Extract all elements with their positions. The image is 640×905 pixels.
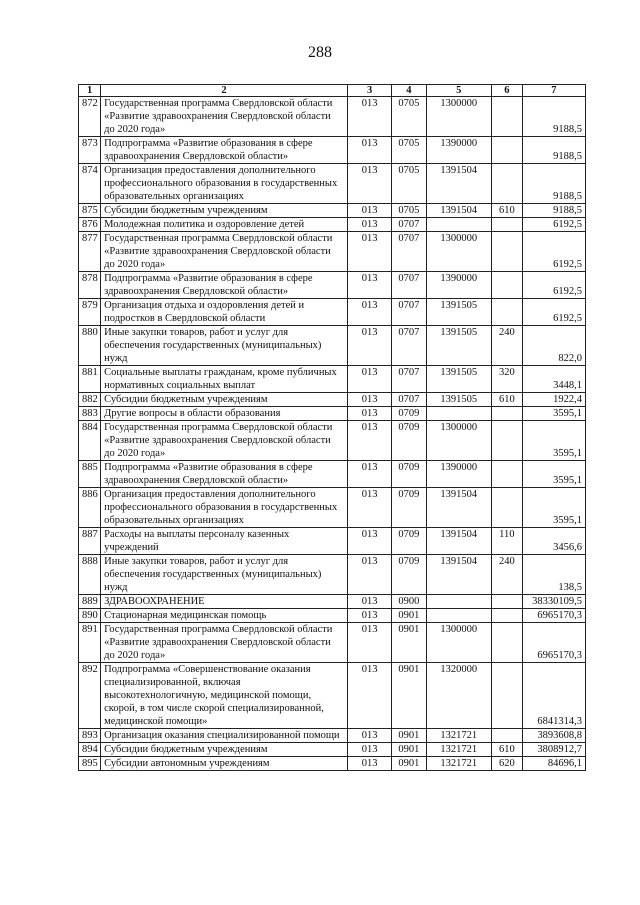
- row-item: 1320000: [426, 663, 491, 729]
- row-number: 882: [79, 393, 101, 407]
- row-item: 1390000: [426, 137, 491, 164]
- row-amount: 822,0: [522, 326, 585, 366]
- row-code: 013: [347, 232, 391, 272]
- row-section: 0707: [392, 366, 426, 393]
- row-type: [491, 488, 522, 528]
- row-type: 240: [491, 326, 522, 366]
- table-header: [79, 85, 586, 97]
- row-number: 879: [79, 299, 101, 326]
- row-type: 110: [491, 528, 522, 555]
- row-code: 013: [347, 97, 391, 137]
- row-name: Организация оказания специализированной помощи: [101, 729, 348, 743]
- table-row: [79, 595, 586, 609]
- row-amount: 3595,1: [522, 461, 585, 488]
- row-section: 0707: [392, 232, 426, 272]
- row-type: [491, 461, 522, 488]
- row-number: 883: [79, 407, 101, 421]
- row-name: Организация отдыха и оздоровления детей и подростков в Свердловской области: [101, 299, 348, 326]
- row-section: 0900: [392, 595, 426, 609]
- row-section: 0901: [392, 743, 426, 757]
- row-type: [491, 663, 522, 729]
- table-row: [79, 488, 586, 528]
- row-number: 885: [79, 461, 101, 488]
- row-code: 013: [347, 164, 391, 204]
- row-code: 013: [347, 609, 391, 623]
- row-item: 1391504: [426, 528, 491, 555]
- row-name: Субсидии бюджетным учреждениям: [101, 743, 348, 757]
- table-row: [79, 326, 586, 366]
- row-item: 1391504: [426, 204, 491, 218]
- row-amount: 3595,1: [522, 407, 585, 421]
- row-number: 872: [79, 97, 101, 137]
- row-type: [491, 97, 522, 137]
- row-code: 013: [347, 595, 391, 609]
- column-header: 1: [79, 85, 101, 97]
- row-section: 0705: [392, 164, 426, 204]
- row-name: Иные закупки товаров, работ и услуг для обеспечения государственных (муниципальных) нужд: [101, 326, 348, 366]
- table-row: [79, 218, 586, 232]
- row-type: [491, 407, 522, 421]
- row-amount: 6192,5: [522, 232, 585, 272]
- row-section: 0707: [392, 272, 426, 299]
- row-number: 873: [79, 137, 101, 164]
- row-type: [491, 232, 522, 272]
- row-amount: 6965170,3: [522, 609, 585, 623]
- row-name: Стационарная медицинская помощь: [101, 609, 348, 623]
- row-number: 888: [79, 555, 101, 595]
- row-number: 892: [79, 663, 101, 729]
- row-item: 1300000: [426, 232, 491, 272]
- row-section: 0705: [392, 97, 426, 137]
- row-name: Другие вопросы в области образования: [101, 407, 348, 421]
- row-name: Социальные выплаты гражданам, кроме публичных нормативных социальных выплат: [101, 366, 348, 393]
- row-section: 0707: [392, 218, 426, 232]
- row-item: 1391505: [426, 366, 491, 393]
- row-code: 013: [347, 393, 391, 407]
- row-code: 013: [347, 137, 391, 164]
- row-name: Подпрограмма «Совершенствование оказания специализированной, включая высокотехнологичную, медицинской помощи, скорой, в том числе скорой специализированной, медицинской помощи»: [101, 663, 348, 729]
- row-code: 013: [347, 623, 391, 663]
- row-number: 889: [79, 595, 101, 609]
- row-section: 0705: [392, 137, 426, 164]
- row-item: 1391505: [426, 299, 491, 326]
- row-type: [491, 623, 522, 663]
- table-row: [79, 232, 586, 272]
- row-section: 0901: [392, 623, 426, 663]
- row-item: 1321721: [426, 757, 491, 771]
- row-amount: 6192,5: [522, 299, 585, 326]
- row-name: ЗДРАВООХРАНЕНИЕ: [101, 595, 348, 609]
- row-section: 0707: [392, 299, 426, 326]
- row-number: 881: [79, 366, 101, 393]
- table-row: [79, 623, 586, 663]
- row-type: 240: [491, 555, 522, 595]
- row-code: 013: [347, 757, 391, 771]
- row-code: 013: [347, 407, 391, 421]
- row-name: Организация предоставления дополнительного профессионального образования в государственных образовательных организациях: [101, 164, 348, 204]
- row-type: [491, 299, 522, 326]
- header-row: [79, 85, 586, 97]
- row-amount: 138,5: [522, 555, 585, 595]
- column-header: 6: [491, 85, 522, 97]
- row-number: 893: [79, 729, 101, 743]
- row-section: 0901: [392, 663, 426, 729]
- table-row: [79, 528, 586, 555]
- row-code: 013: [347, 421, 391, 461]
- row-section: 0709: [392, 488, 426, 528]
- column-header: 5: [426, 85, 491, 97]
- row-number: 886: [79, 488, 101, 528]
- row-section: 0901: [392, 757, 426, 771]
- row-number: 874: [79, 164, 101, 204]
- column-header: 3: [347, 85, 391, 97]
- row-section: 0709: [392, 555, 426, 595]
- row-amount: 6192,5: [522, 218, 585, 232]
- table-row: [79, 366, 586, 393]
- row-code: 013: [347, 555, 391, 595]
- row-section: 0709: [392, 461, 426, 488]
- budget-table: [78, 84, 586, 771]
- row-section: 0901: [392, 609, 426, 623]
- row-amount: 1922,4: [522, 393, 585, 407]
- row-name: Субсидии бюджетным учреждениям: [101, 204, 348, 218]
- row-code: 013: [347, 272, 391, 299]
- table-row: [79, 461, 586, 488]
- row-item: 1391504: [426, 555, 491, 595]
- row-name: Расходы на выплаты персоналу казенных учреждений: [101, 528, 348, 555]
- row-code: 013: [347, 528, 391, 555]
- row-name: Организация предоставления дополнительного профессионального образования в государственных образовательных организациях: [101, 488, 348, 528]
- row-name: Субсидии автономным учреждениям: [101, 757, 348, 771]
- row-amount: 3893608,8: [522, 729, 585, 743]
- row-section: 0705: [392, 204, 426, 218]
- table-row: [79, 393, 586, 407]
- row-amount: 9188,5: [522, 204, 585, 218]
- row-item: 1391504: [426, 488, 491, 528]
- row-code: 013: [347, 729, 391, 743]
- row-number: 891: [79, 623, 101, 663]
- row-code: 013: [347, 461, 391, 488]
- table-row: [79, 757, 586, 771]
- row-item: [426, 609, 491, 623]
- row-amount: 38330109,5: [522, 595, 585, 609]
- column-header: 2: [101, 85, 348, 97]
- table-row: [79, 421, 586, 461]
- row-code: 013: [347, 218, 391, 232]
- row-section: 0709: [392, 528, 426, 555]
- row-code: 013: [347, 326, 391, 366]
- row-code: 013: [347, 663, 391, 729]
- row-item: 1391505: [426, 326, 491, 366]
- row-number: 890: [79, 609, 101, 623]
- row-name: Подпрограмма «Развитие образования в сфере здравоохранения Свердловской области»: [101, 272, 348, 299]
- row-name: Иные закупки товаров, работ и услуг для обеспечения государственных (муниципальных) нужд: [101, 555, 348, 595]
- row-item: 1321721: [426, 743, 491, 757]
- row-amount: 6841314,3: [522, 663, 585, 729]
- row-section: 0901: [392, 729, 426, 743]
- row-item: 1321721: [426, 729, 491, 743]
- table-row: [79, 137, 586, 164]
- row-amount: 3595,1: [522, 488, 585, 528]
- table-row: [79, 204, 586, 218]
- row-amount: 3595,1: [522, 421, 585, 461]
- row-amount: 84696,1: [522, 757, 585, 771]
- row-code: 013: [347, 299, 391, 326]
- table-row: [79, 609, 586, 623]
- row-number: 884: [79, 421, 101, 461]
- row-amount: 3808912,7: [522, 743, 585, 757]
- row-number: 887: [79, 528, 101, 555]
- row-name: Молодежная политика и оздоровление детей: [101, 218, 348, 232]
- row-type: [491, 729, 522, 743]
- table-row: [79, 743, 586, 757]
- row-amount: 3456,6: [522, 528, 585, 555]
- row-type: [491, 164, 522, 204]
- row-section: 0709: [392, 407, 426, 421]
- row-amount: 6965170,3: [522, 623, 585, 663]
- row-type: 620: [491, 757, 522, 771]
- row-item: 1390000: [426, 461, 491, 488]
- row-item: 1300000: [426, 421, 491, 461]
- row-name: Государственная программа Свердловской области «Развитие здравоохранения Свердловской области до 2020 года»: [101, 97, 348, 137]
- table-row: [79, 663, 586, 729]
- row-number: 877: [79, 232, 101, 272]
- row-item: 1300000: [426, 623, 491, 663]
- row-section: 0709: [392, 421, 426, 461]
- row-amount: 3448,1: [522, 366, 585, 393]
- row-type: 610: [491, 393, 522, 407]
- row-amount: 9188,5: [522, 97, 585, 137]
- row-type: [491, 595, 522, 609]
- row-number: 895: [79, 757, 101, 771]
- row-name: Государственная программа Свердловской области «Развитие здравоохранения Свердловской области до 2020 года»: [101, 623, 348, 663]
- table-row: [79, 729, 586, 743]
- row-name: Подпрограмма «Развитие образования в сфере здравоохранения Свердловской области»: [101, 137, 348, 164]
- table-row: [79, 97, 586, 137]
- row-item: 1391505: [426, 393, 491, 407]
- table-row: [79, 555, 586, 595]
- row-name: Подпрограмма «Развитие образования в сфере здравоохранения Свердловской области»: [101, 461, 348, 488]
- table-body: [79, 97, 586, 771]
- row-code: 013: [347, 743, 391, 757]
- row-type: 610: [491, 743, 522, 757]
- row-name: Государственная программа Свердловской области «Развитие здравоохранения Свердловской области до 2020 года»: [101, 232, 348, 272]
- row-number: 876: [79, 218, 101, 232]
- row-item: 1300000: [426, 97, 491, 137]
- row-name: Государственная программа Свердловской области «Развитие здравоохранения Свердловской области до 2020 года»: [101, 421, 348, 461]
- table-row: [79, 299, 586, 326]
- row-item: 1391504: [426, 164, 491, 204]
- row-amount: 9188,5: [522, 164, 585, 204]
- row-section: 0707: [392, 393, 426, 407]
- table-row: [79, 407, 586, 421]
- row-name: Субсидии бюджетным учреждениям: [101, 393, 348, 407]
- row-item: [426, 407, 491, 421]
- row-code: 013: [347, 366, 391, 393]
- row-code: 013: [347, 204, 391, 218]
- row-number: 878: [79, 272, 101, 299]
- column-header: 4: [392, 85, 426, 97]
- row-amount: 6192,5: [522, 272, 585, 299]
- row-type: [491, 272, 522, 299]
- row-type: [491, 137, 522, 164]
- row-amount: 9188,5: [522, 137, 585, 164]
- row-type: [491, 218, 522, 232]
- row-section: 0707: [392, 326, 426, 366]
- table-row: [79, 272, 586, 299]
- row-type: 610: [491, 204, 522, 218]
- column-header: 7: [522, 85, 585, 97]
- page-number: 288: [308, 44, 332, 61]
- row-item: 1390000: [426, 272, 491, 299]
- row-number: 875: [79, 204, 101, 218]
- table-row: [79, 164, 586, 204]
- row-type: 320: [491, 366, 522, 393]
- row-type: [491, 421, 522, 461]
- row-code: 013: [347, 488, 391, 528]
- row-item: [426, 595, 491, 609]
- row-type: [491, 609, 522, 623]
- row-number: 880: [79, 326, 101, 366]
- row-item: [426, 218, 491, 232]
- row-number: 894: [79, 743, 101, 757]
